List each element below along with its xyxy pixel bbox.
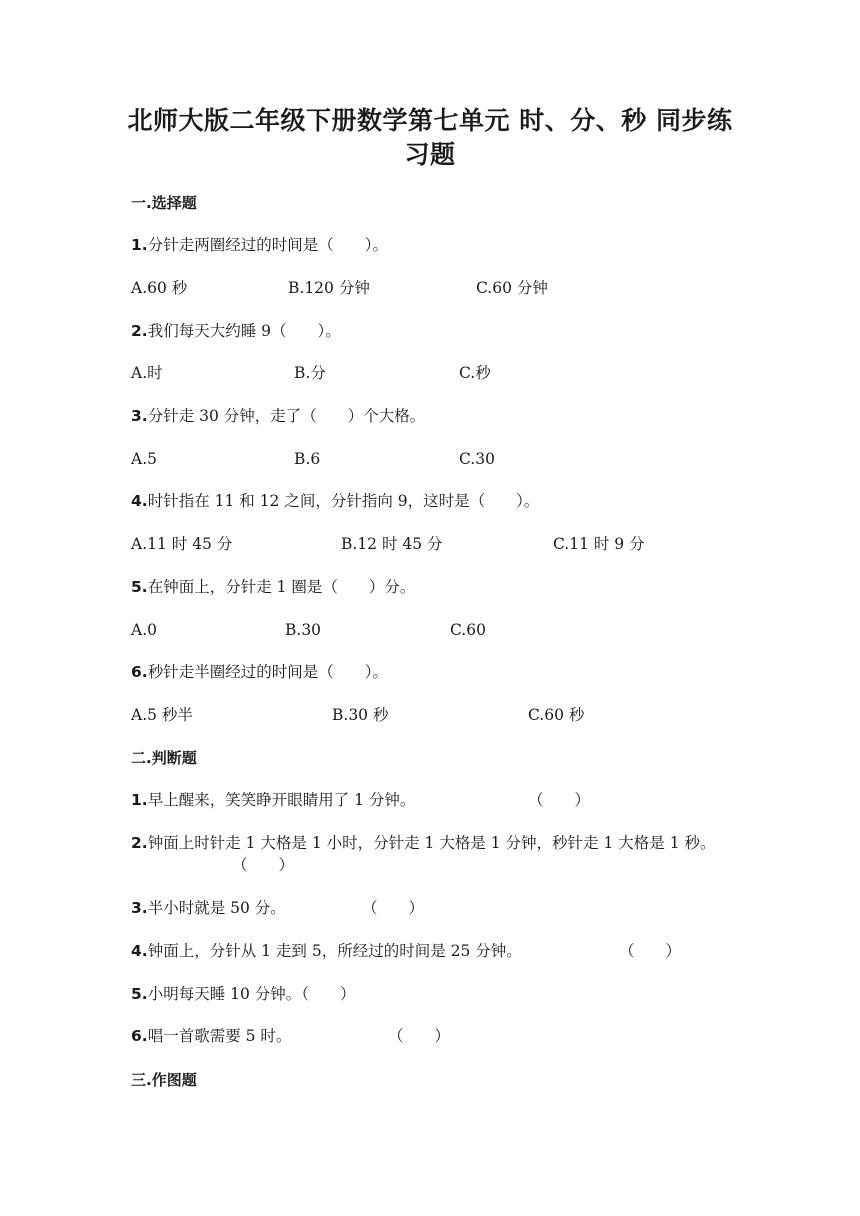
question-item <box>131 661 388 683</box>
answer-parentheses: （ ） <box>362 899 425 917</box>
option-c: C.11 时 9 分 <box>553 535 645 553</box>
question-item <box>131 832 731 854</box>
option-c: C.30 <box>459 450 495 468</box>
question-text: 钟面上时针走 1 大格是 1 小时，分针走 1 大格是 1 分钟，秒针走 1 大格是 1 秒。 <box>147 834 716 852</box>
question-number: 3. <box>131 899 148 917</box>
question-number: 4. <box>131 942 148 960</box>
option-b: B.120 分钟 <box>288 279 370 297</box>
option-a: A.5 秒半 <box>131 706 193 724</box>
option-a: A.0 <box>131 621 157 639</box>
option-a: A.60 秒 <box>131 279 188 297</box>
option-c: C.60 秒 <box>528 706 585 724</box>
question-number: 5. <box>131 985 148 1003</box>
question-item <box>131 983 356 1005</box>
option-a: A.11 时 45 分 <box>131 535 233 553</box>
question-number: 3. <box>131 407 148 425</box>
question-number: 2. <box>131 322 148 340</box>
question-item <box>131 576 415 598</box>
question-item <box>131 897 286 919</box>
option-a: A.5 <box>131 450 157 468</box>
question-item <box>131 490 539 512</box>
question-text: 钟面上，分针从 1 走到 5，所经过的时间是 25 分钟。 <box>147 942 522 960</box>
option-b: B.30 秒 <box>332 706 389 724</box>
question-item <box>131 234 388 256</box>
question-item <box>131 940 522 962</box>
option-a: A.时 <box>131 364 163 382</box>
question-text: 时针指在 11 和 12 之间，分针指向 9，这时是（ ）。 <box>147 492 540 510</box>
question-number: 6. <box>131 1027 148 1045</box>
option-b: B.12 时 45 分 <box>341 535 443 553</box>
question-item <box>131 320 341 342</box>
option-c: C.60 分钟 <box>476 279 548 297</box>
section-heading-judge: 二.判断题 <box>131 749 197 767</box>
option-b: B.6 <box>294 450 321 468</box>
question-text: 唱一首歌需要 5 时。 <box>147 1027 292 1045</box>
question-item <box>131 1025 291 1047</box>
option-b: B.30 <box>285 621 322 639</box>
answer-parentheses: （ ） <box>528 791 591 809</box>
question-text: 秒针走半圈经过的时间是（ ）。 <box>147 663 388 681</box>
question-text: 在钟面上，分针走 1 圈是（ ）分。 <box>147 578 416 596</box>
question-number: 1. <box>131 791 148 809</box>
question-number: 5. <box>131 578 148 596</box>
page-title: 北师大版二年级下册数学第七单元 时、分、秒 同步练习题 <box>127 106 733 169</box>
question-text: 分针走 30 分钟，走了（ ）个大格。 <box>147 407 426 425</box>
question-item <box>131 405 425 427</box>
option-c: C.秒 <box>459 364 491 382</box>
question-number: 6. <box>131 663 148 681</box>
answer-parentheses: （ ） <box>232 856 295 874</box>
answer-parentheses: （ ） <box>301 985 356 1003</box>
question-text: 我们每天大约睡 9（ ）。 <box>147 322 341 340</box>
question-number: 2. <box>131 834 148 852</box>
section-heading-choice: 一.选择题 <box>131 194 197 212</box>
answer-parentheses: （ ） <box>388 1027 451 1045</box>
option-b: B.分 <box>294 364 326 382</box>
question-text: 小明每天睡 10 分钟。 <box>147 985 302 1003</box>
question-text: 早上醒来，笑笑睁开眼睛用了 1 分钟。 <box>147 791 416 809</box>
answer-parentheses: （ ） <box>619 942 682 960</box>
question-item <box>131 789 415 811</box>
question-text: 半小时就是 50 分。 <box>147 899 286 917</box>
question-number: 4. <box>131 492 148 510</box>
question-text: 分针走两圈经过的时间是（ ）。 <box>147 236 388 254</box>
section-heading-drawing: 三.作图题 <box>131 1071 197 1089</box>
option-c: C.60 <box>450 621 486 639</box>
question-number: 1. <box>131 236 148 254</box>
